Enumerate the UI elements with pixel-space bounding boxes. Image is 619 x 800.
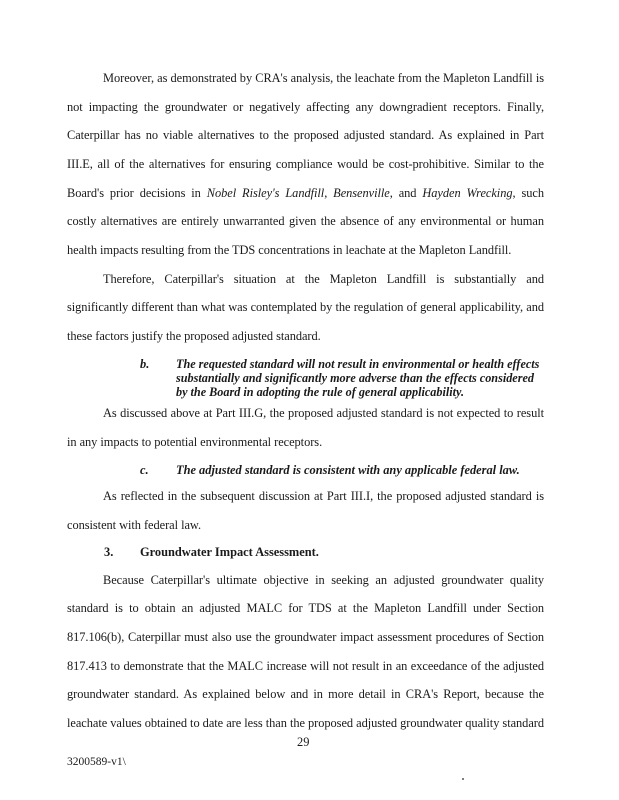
paragraph-line-with-case-names bbox=[67, 186, 544, 201]
subheading-line: The requested standard will not result in environmental or health effects bbox=[176, 357, 540, 371]
paragraph-line: leachate values obtained to date are less than the proposed adjusted groundwater quality standard bbox=[67, 716, 544, 730]
paragraph-line: Because Caterpillar's ultimate objective in seeking an adjusted groundwater quality bbox=[103, 573, 544, 587]
section-number: 3. bbox=[104, 545, 114, 559]
item-label: c. bbox=[140, 463, 149, 477]
text: , and bbox=[389, 186, 423, 200]
paragraph-line: 817.106(b), Caterpillar must also use the groundwater impact assessment procedures of Section bbox=[67, 630, 544, 644]
subheading-line: substantially and significantly more adverse than the effects considered bbox=[176, 371, 534, 385]
subheading-line: by the Board in adopting the rule of general applicability. bbox=[176, 385, 464, 399]
document-id: 3200589-v1\ bbox=[67, 756, 126, 768]
paragraph-line: health impacts resulting from the TDS concentrations in leachate at the Mapleton Landfill. bbox=[67, 243, 512, 257]
text: , such bbox=[512, 186, 544, 200]
paragraph-line: consistent with federal law. bbox=[67, 518, 202, 532]
scan-speck bbox=[462, 778, 464, 780]
paragraph-line: III.E, all of the alternatives for ensuring compliance would be cost-prohibitive. Similar to the bbox=[67, 157, 544, 171]
paragraph-line: As discussed above at Part III.G, the proposed adjusted standard is not expected to result bbox=[103, 406, 544, 420]
paragraph-line: costly alternatives are entirely unwarranted given the absence of any environmental or human bbox=[67, 214, 544, 228]
paragraph-line: Therefore, Caterpillar's situation at the Mapleton Landfill is substantially and bbox=[103, 272, 544, 286]
text: , bbox=[324, 186, 334, 200]
case-name: Hayden Wrecking bbox=[422, 186, 513, 200]
paragraph-line: 817.413 to demonstrate that the MALC increase will not result in an exceedance of the adjusted bbox=[67, 659, 544, 673]
section-title: Groundwater Impact Assessment. bbox=[140, 545, 319, 559]
subheading-line: The adjusted standard is consistent with any applicable federal law. bbox=[176, 463, 520, 477]
paragraph-line: groundwater standard. As explained below and in more detail in CRA's Report, because the bbox=[67, 687, 544, 701]
paragraph-line: these factors justify the proposed adjusted standard. bbox=[67, 329, 321, 343]
item-label: b. bbox=[140, 357, 150, 371]
paragraph-line: not impacting the groundwater or negatively affecting any downgradient receptors. Finally, bbox=[67, 100, 544, 114]
paragraph-line: in any impacts to potential environmental receptors. bbox=[67, 435, 323, 449]
page-number: 29 bbox=[297, 735, 310, 749]
paragraph-line: Moreover, as demonstrated by CRA's analysis, the leachate from the Mapleton Landfill is bbox=[103, 71, 544, 85]
case-name: Bensenville bbox=[333, 186, 390, 200]
paragraph-line: Caterpillar has no viable alternatives to the proposed adjusted standard. As explained in Part bbox=[67, 128, 544, 142]
case-name: Nobel Risley's Landfill bbox=[206, 186, 325, 200]
paragraph-line: significantly different than what was contemplated by the regulation of general applicability, and bbox=[67, 300, 544, 314]
paragraph-line: standard is to obtain an adjusted MALC for TDS at the Mapleton Landfill under Section bbox=[67, 601, 544, 615]
text: Board's prior decisions in bbox=[67, 186, 207, 200]
paragraph-line: As reflected in the subsequent discussion at Part III.I, the proposed adjusted standard is bbox=[103, 489, 544, 503]
